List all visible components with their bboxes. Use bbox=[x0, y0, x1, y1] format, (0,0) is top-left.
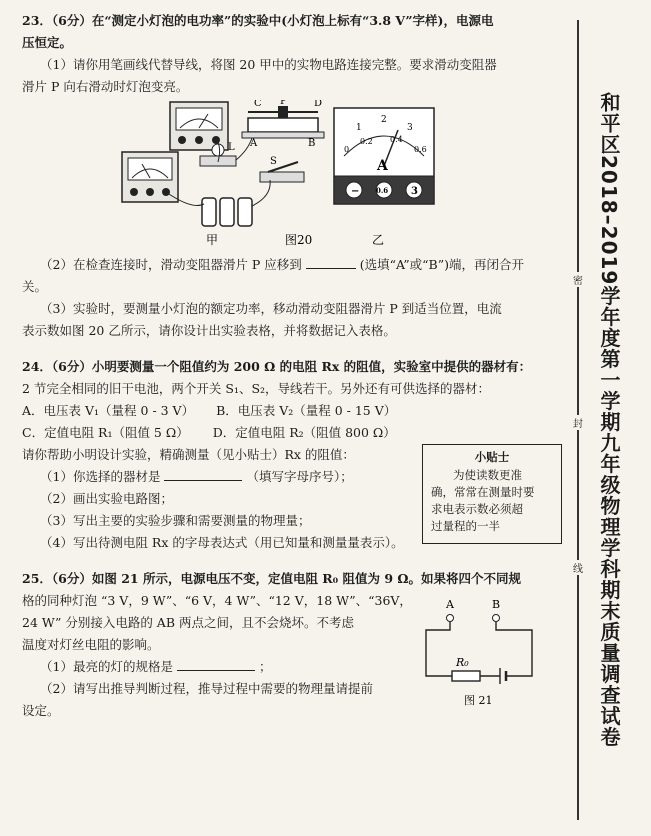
meter-scale-top-3: 3 bbox=[407, 123, 413, 133]
figure-21-circuit bbox=[420, 590, 540, 710]
q23-part2-text-a: （2）在检查连接时，滑动变阻器滑片 P 应移到 bbox=[40, 257, 302, 272]
binding-mark-xian: 线 bbox=[568, 560, 588, 575]
meter-scale-bottom-02: 0.2 bbox=[360, 137, 373, 146]
rheostat-device bbox=[242, 100, 324, 149]
q24-option-a: A．电压表 V₁（量程 0 - 3 V） bbox=[22, 403, 195, 418]
q25-step1-text-b: ； bbox=[258, 659, 272, 674]
q23-part2-text-b: (选填“A”或“B”)端，再闭合开 bbox=[359, 257, 524, 272]
question-25 bbox=[22, 568, 577, 722]
meter-terminal-3: 3 bbox=[411, 186, 418, 197]
meter-terminal-06: 0.6 bbox=[376, 186, 389, 195]
q24-step4: （4）写出待测电阻 Rx 的字母表达式（用已知量和测量量表示）。 bbox=[40, 535, 404, 550]
q23-part2-line2: 关。 bbox=[22, 279, 48, 294]
q24-step1-text-b: （填写字母序号）； bbox=[246, 469, 353, 484]
exam-side-title: 和平区2018–2019学年度第一学期九年级物理学科期末质量调查试卷 bbox=[597, 92, 621, 748]
tip-line-3: 求电表示数必须超 bbox=[431, 502, 523, 516]
rheostat-terminal-a: A bbox=[250, 138, 258, 149]
q24-step3: （3）写出主要的实验步骤和需要测量的物理量； bbox=[40, 513, 311, 528]
figure-21-label-b: B bbox=[492, 598, 501, 611]
figure-20-label-yi: 乙 bbox=[372, 233, 385, 247]
q23-header-line1: 23．（6分）在“测定小灯泡的电功率”的实验中(小灯泡上标有“3.8 V”字样)，电源电 bbox=[22, 13, 494, 28]
q24-step1-answer-blank[interactable] bbox=[164, 466, 242, 481]
rheostat-terminal-p: P bbox=[280, 100, 287, 107]
q24-option-d: D．定值电阻 R₂（阻值 800 Ω） bbox=[212, 425, 396, 440]
q23-part2-answer-blank[interactable] bbox=[306, 254, 356, 269]
meter-scale-top-2: 2 bbox=[381, 115, 387, 125]
q24-steps-block bbox=[22, 444, 577, 554]
q24-line2: 2 节完全相同的旧干电池，两个开关 S₁、S₂，导线若干。另外还有可供选择的器材： bbox=[22, 381, 491, 396]
tip-title: 小贴士 bbox=[474, 450, 510, 464]
q24-option-c: C．定值电阻 R₁（阻值 5 Ω） bbox=[22, 425, 189, 440]
spacer bbox=[22, 554, 577, 568]
meter-unit-label: A bbox=[377, 158, 388, 174]
q25-line3: 24 W” 分别接入电路的 AB 两点之间，且不会烧坏。不考虑 bbox=[22, 615, 354, 630]
tip-line-1: 为使读数更准 bbox=[453, 468, 522, 482]
figure-20 bbox=[22, 100, 577, 250]
q25-step1-text-a: （1）最亮的灯的规格是 bbox=[40, 659, 173, 674]
figure-21-caption: 图 21 bbox=[464, 694, 493, 707]
rheostat-terminal-c: C bbox=[254, 100, 262, 109]
figure-21 bbox=[420, 590, 540, 710]
q24-step1-text-a: （1）你选择的器材是 bbox=[40, 469, 161, 484]
tip-line-4: 过量程的一半 bbox=[431, 519, 500, 533]
voltmeter-device bbox=[170, 102, 228, 150]
meter-scale-bottom-06: 0.6 bbox=[414, 145, 427, 154]
meter-scale-bottom-0: 0 bbox=[344, 145, 350, 154]
figure-20-caption: 图20 bbox=[285, 233, 313, 247]
lamp-label: L bbox=[228, 142, 235, 153]
q24-options-cd bbox=[22, 422, 577, 444]
q24-option-b: B．电压表 V₂（量程 0 - 15 V） bbox=[216, 403, 397, 418]
question-23 bbox=[22, 10, 577, 342]
tip-box bbox=[422, 444, 562, 544]
figure-20-drawing bbox=[22, 100, 577, 250]
q24-prompt: 请你帮助小明设计实验，精确测量（见小贴士）Rx 的阻值： bbox=[22, 447, 355, 462]
meter-scale-bottom-04: 0.4 bbox=[390, 135, 403, 144]
q23-part2-line1 bbox=[22, 254, 577, 276]
binding-mark-feng: 封 bbox=[568, 415, 588, 430]
meter-scale-top-1: 1 bbox=[356, 123, 362, 133]
q25-step1-answer-blank[interactable] bbox=[177, 656, 255, 671]
q24-options-ab bbox=[22, 400, 577, 422]
q24-step2: （2）画出实验电路图； bbox=[40, 491, 173, 506]
rheostat-terminal-d: D bbox=[314, 100, 323, 109]
meter-terminal-negative: − bbox=[351, 186, 360, 197]
rheostat-terminal-b: B bbox=[308, 138, 316, 149]
q23-header-line2: 压恒定。 bbox=[22, 35, 73, 50]
q25-step2-line1: （2）请写出推导判断过程，推导过程中需要的物理量请提前 bbox=[40, 681, 373, 696]
ammeter-reading-figure bbox=[334, 108, 434, 204]
q25-line1: 25．（6分）如图 21 所示，电源电压不变，定值电阻 R₀ 阻值为 9 Ω。如果将四个不同规 bbox=[22, 571, 522, 586]
q23-part3-line2: 表示数如图 20 乙所示，请你设计出实验表格，并将数据记入表格。 bbox=[22, 323, 396, 338]
q23-part3-line1: （3）实验时，要测量小灯泡的额定功率，移动滑动变阻器滑片 P 到适当位置，电流 bbox=[40, 301, 502, 316]
q24-line1: 24．（6分）小明要测量一个阻值约为 200 Ω 的电阻 Rx 的阻值，实验室中提供的器材有： bbox=[22, 359, 532, 374]
battery-pack bbox=[202, 198, 252, 226]
binding-mark-mi: 密 bbox=[568, 272, 588, 287]
figure-20-label-jia: 甲 bbox=[206, 233, 219, 247]
spacer bbox=[22, 342, 577, 356]
switch-label: S bbox=[270, 156, 277, 167]
tip-line-2: 确，常常在测量时要 bbox=[431, 485, 535, 499]
question-24 bbox=[22, 356, 577, 554]
q23-part1-line2: 滑片 P 向右滑动时灯泡变亮。 bbox=[22, 79, 189, 94]
switch-device bbox=[260, 156, 304, 182]
q25-line4: 温度对灯丝电阻的影响。 bbox=[22, 637, 160, 652]
figure-21-label-a: A bbox=[446, 598, 454, 611]
figure-21-label-r0: R₀ bbox=[456, 656, 469, 669]
q25-step2-line2: 设定。 bbox=[22, 703, 60, 718]
q25-line2: 格的同种灯泡 “3 V，9 W”、“6 V，4 W”、“12 V，18 W”、“36V， bbox=[22, 593, 412, 608]
exam-content bbox=[22, 10, 577, 722]
q23-part1-line1: （1）请你用笔画线代替导线，将图 20 甲中的实物电路连接完整。要求滑动变阻器 bbox=[40, 57, 497, 72]
